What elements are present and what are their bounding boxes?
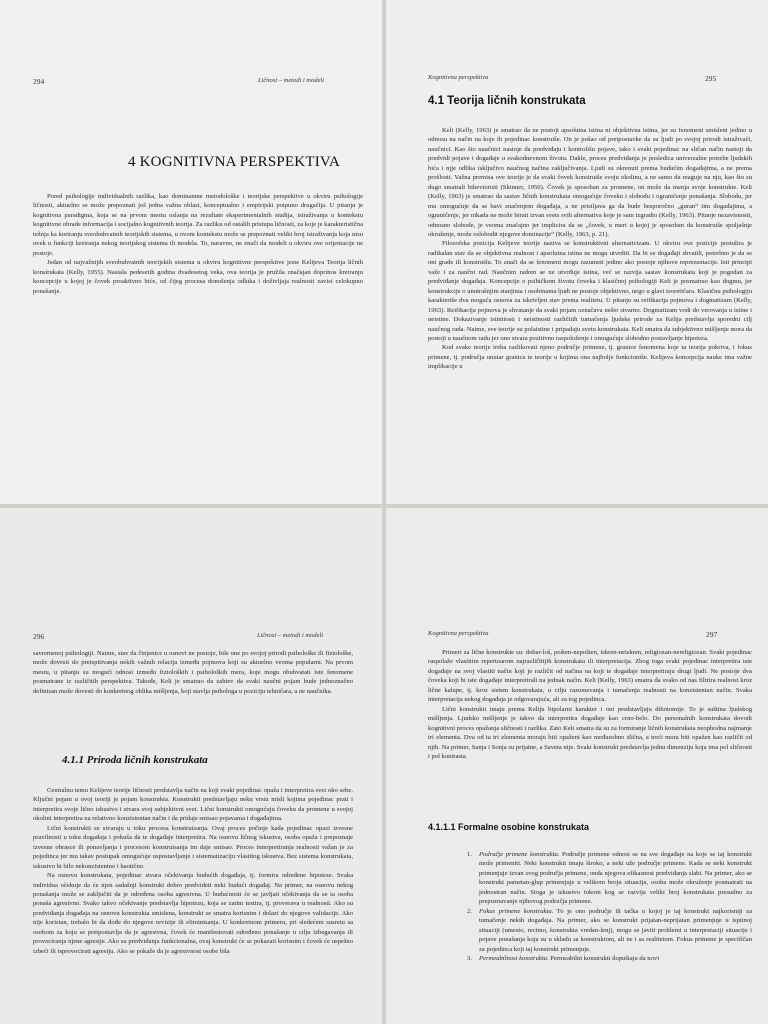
- subsubsection-title: 4.1.1.1 Formalne osobine konstrukata: [428, 822, 590, 832]
- formal-properties-list: [467, 850, 752, 963]
- list-text: Permeabilni konstrukti dopuštaju da novi: [548, 954, 660, 962]
- page-296: [0, 508, 382, 1024]
- page-number: 295: [705, 74, 717, 83]
- paragraph: Lični konstrukti imaju prema Keliju bipolarni karakter i oni predstavljaju dihotomije. To je suština ljudskog mišljenja. Ljudsko mišljenje je takvo da interpretira događaje kao crno-belo. Do personalnih konstrukata dovodi kognitivni proces opažanja sličnosti i razlika. Zato Keli smatra da su za formiranje ličnih konstrukata neophodna najmanje tri elementa. Dva od ta tri elementa moraju biti opaženi kao međusobno slična, a treći mora biti opažen kao različit od njih. Na primer, Sanja i Sonja su prijatne, a Saveta nije. Svaki konstrukt predstavlja jednu dimenziju koja ima pol sličnosti i pol kontrasta.: [428, 705, 752, 760]
- list-text: To je ono područje ili tačka u kojoj je taj konstrukt najkorisniji za tumačenje nekih događaja. Na primer, ako se konstrukt prijatan-neprijatan primenjuje u ispitnoj situaciji (umesto, recimo, konstrukta vredan-lenj), mogu se javiti problemi u interpretaciji situacije i pojave ponašanja koja su u skladu sa konstruktom, ali ne i sa realitetom. Fokus primene je specifičan za pojedinca koji taj konstrukt primenjuje.: [479, 907, 752, 953]
- paragraph: Na osnovu konstrukata, pojedinac stvara očekivanja budućih događaja, tj. formira određene hipoteze. Svaka individua očekuje da će njen sadašnji konstrukt dobro predvideti neki budući događaj. Na primer, na osnovu nekog ponašanja može se zaključiti da je određena osoba agresivna. U budućnosti će se javljati očekivanja da se ta osoba ponaša agresivno. Svako takvo očekivanje predstavlja hipotezu, koja se zatim testira, tj. proverava u realnosti. Ako su predviđanja događaja na osnovu konstrukta smislena, konstrukt se smatra korisnim i dolazi do njegove validacije. Ako nije koristan, trebalo bi da dođe do njegove revizije ili eliminisanja. U konkretnom primeru, pri sledećem susretu sa osobom za koju se pretpostavlja da je agresivna, čovek će manifestovati određeno ponašanje u cilju izbegavanja ili provociranja njene agresije. Ako su predviđanja funkcionalna, ovaj konstrukt će se pokazati korisnim i čovek će uspešno izbeći ili isprovocirati agresiju. Ako se pokaže da je agresivnost osobe bila: [33, 872, 353, 955]
- paragraph: savremenoj psihologiji. Naime, stav da činjenice u osnovi ne postoje, bile one po svojoj prirodi psihološke ili fiziološke, može dovesti do preispitivanja nekih važnih relacija između pojmova koji su aktuelno veoma popularni. Na prvom mestu, u pitanju su mogući odnosi između fizioloških i psiholoških mera, koje mogu obuhvatati iste fenomene posmatrane iz različitih perspektiva. Takođe, Keli je smatrao da zahtev da svaki naučni pojam bude jednoznačno definisan može dovesti do konkretnog oblika mišljenja, koji stavlja psihologa u poziciju tehničara, a ne naučnika.: [33, 650, 353, 695]
- body-text: [33, 786, 353, 956]
- chapter-title: 4 KOGNITIVNA PERSPEKTIVA: [128, 154, 341, 170]
- list-term: Permeabilnost konstrukta.: [479, 954, 549, 962]
- body-text: [33, 649, 353, 696]
- page-number: 297: [706, 630, 718, 639]
- list-term: Područje primene konstrukta.: [479, 851, 560, 858]
- list-number: 3.: [467, 954, 472, 962]
- paragraph: Primeri za lične konstrukte su: dobar-loš, pošten-nepošten, iskren-neiskren, religiozan-nereligiozan. Svaki pojedinac raspolaže vlastitim repertoarom najrazličitijih konstrukata ili interpretacija. Zbog toga svaki pojedinac interpretira iste događaje na svoj vlastiti način koji je različit od načina na koji te događaje interpretiraju drugi ljudi. Ne postoje dva čoveka koji bi iste događaje interpretirali na jednak način. Keli (Kelly, 1963) smatra da svako od nas filtrira realnost kroz lične kalupe, tj. kroz sistem konstrukata, u cilju razumevanja i tumačenja realnosti na konzistentan način. Svaka interpretacija nekog događaja je odgovarajuća, ali za tog pojedinca.: [428, 649, 752, 704]
- list-number: 2.: [467, 907, 472, 915]
- list-item: [467, 954, 752, 963]
- page-295: [386, 0, 768, 504]
- list-item: [467, 850, 752, 907]
- list-term: Fokus primene konstrukta.: [479, 907, 554, 915]
- running-head: Kognitivna perspektiva: [428, 630, 489, 637]
- body-text: [33, 192, 363, 296]
- paragraph: Pored psihologije individualnih razlika, kao dominantne metodološke i teorijske perspektive u okviru psihologije ličnosti, aktuelno se može prepoznati još jedna važna oblast, konceptualno i empirijski potpuno drugačija. U pitanju je kognitivna paradigma, koja se na prvom mestu oslanja na rezultate eksperimentalnih studija, istraživanja u kontekstu kognitivne obrade informacija i socijalno kognitivnih teorija. Za razliku od ostalih pristupa ličnosti, za koje je karakteristična težnja ka kreiranju sveobuhvatnih teorijskih sistema, u ovom kontekstu može se prepoznati veliki broj istraživanja koja nisu uvek u funkciji kreiranja nekog teorijskog sistema ili modela. To, naravno, ne znači da modeli u okviru ove orijentacije ne postoje.: [33, 193, 363, 257]
- paragraph: Centralnu temu Kelijeve teorije ličnosti predstavlja način na koji svaki pojedinac opaža i interpretira svet oko sebe. Ključni pojam u ovoj teoriji je pojam konstrukta. Konstrukti predstavljaju neku vrstu misli kojima pojedinac prati i interpretira svoje lično iskustvo i stvara svoj subjektivni svet. Lični konstrukti omogućuju čoveku da promene u svojoj okolini interpretira na relativno konzistentan način i da pridaje smisao pojavama i događajima.: [33, 787, 353, 823]
- page-number: 294: [33, 77, 45, 86]
- paragraph: Kod svake teorije treba razlikovati njeno područje primene, tj. granice fenomena koje ta teorija pokriva, i fokus primene, tj. područja unutar granica te teorije u kojima ona najbolje funkcioniše. Kelijeva koncepcija nauke ima važne implikacije u: [428, 344, 752, 371]
- section-title: 4.1 Teorija ličnih konstrukata: [428, 95, 586, 107]
- subsection-title: 4.1.1 Priroda ličnih konstrukata: [62, 754, 208, 766]
- list-text: Područje primene odnosi se na sve događaje na koje se taj konstrukt može primeniti. Neki konstrukti imaju široko, a neki uže područje primene. Kada se neki konstrukt primenjuje izvan svog područja primene, onda njegova efikasnost predviđanja slabi. Na primer, ako se konstrukt pametan-glup primenjuje u velikom broju situacija, osoba može okruženje posmatrati na jednostran način. Stoga je iskustvo tokom kog se razvija veliki broj konstrukata presudno za prepoznavanje njihovog područja primene.: [479, 851, 752, 906]
- list-item: [467, 907, 752, 954]
- body-text: [428, 126, 752, 372]
- paragraph: Lični konstrukti se stvaraju u toku procesa konstruisanja. Ovaj proces počinje kada pojedinac opazi izvesne pravilnosti u toku događaja i pokuša da te događaje interpretira. Na osnovu ličnog iskustva, osoba opaža i prepoznaje izvesne obrasce ili ponavljanja i procesom konstruisanja im daje smisao. Proces interpretiranja realnosti važan je za pojedinca jer mu takav postupak omogućuje uspostavljanje i sistematizaciju vlastitog iskustva. Bez sistema konstrukata, iskustvo bi bilo nekonzistentno i haotično.: [33, 824, 353, 870]
- running-head: Ličnost – metodi i modeli: [258, 77, 325, 84]
- page-294: [0, 0, 382, 504]
- paragraph: Jedan od najvažnijih sveobuhvatnih teorijskih sistema u okviru kognitivne perspektive jeste Kelijeva Teorija ličnih konstrukata (Kelly, 1955). Nastala pedesetih godina dvadesetog veka, ova teorija je pružila značajan doprinos kreiranju koncepcije u kojoj je čovek proaktivno biće, od čijeg procesa donošenja odluka i doživljaja realnosti zavisi celokupno ponašanje.: [33, 259, 363, 295]
- page-297: [386, 508, 768, 1024]
- paragraph: Keli (Kelly, 1963) je smatrao da ne postoji apsolutna istina ni objektivna istina, jer su fenomeni smisleni jedino u odnosu na način na koje ih pojedinac konstruiše. On je pošao od pretpostavke da su ljudi po svojoj prirodi istraživači, naučnici. Kao što naučnici nastoje da predviđaju i kontrolišu pojave, tako i svaki pojedinac na sličan način nastoji da predvidi pojave i događaje u svakodnevnom životu. Dakle, proces predviđanja je posledica univerzalne potrebe ljudskih bića i njje odlika isključivo naučnog načina zaključivanja. Ljudi su okrenuti prema budućim događajima, a ne prema prošlosti. Važna premisa ove teorije je da svaki čovek konstruiše svoju okolinu, a ne samo da reaguje na nju, kao što su dugo smatrali bihevioristi (Skinner, 1950). Čovek je sposoban za promene, on može da menja svoje konstrukte. Keli (Kelly, 1963) je smatrao da sastav ličnih konstrukata omogućuje čoveku i slobodu i ograničenje ponašanja. Slobodu, jer mu omogućuje da se bavi značenjem događaja, a ne prisiljava ga da bude besporočno „guran“ tim događajima, a ograničenje, jer nikada ne može birati izvan svets svih alternativa koje je sam izgradio (Kelly, 1963). Pitanje nezavisnosti, odnosno slobode, je veoma značajno jer implicira da se „čovek, u meri u kojoj je sposoban da konstruiše spoljašnje okruženje, može oslobodit njegove dominacije“ (Kelly, 1963, p. 21).: [428, 127, 752, 238]
- paragraph: Filozofska pozicija Kelijeve teorije naziva se konstruktivni alternativizam. U okviru ove pozicije postulira je radikalan stav da se objektivna realnost i apsolutna istina ne mogu utvrditi. Da bi se događaji shvatili, potrebno je da se oni grade ili konstruišu. To znači da se fenomeni mogu razumeti jedino ako postoje njihove reprezentacije. Isti principi važe i za naučni rad. Naučnim radom se ne utvrđuje istina, već se razvija sastav konstrukata koji je pogodan za predviđanje događaja. Koncepcije o psihičkom životu čoveka i klasičnoj psihologiji Keli je posmatrao kao dogmu, jer konstrukcije o unutrašnjim stanjima i osobinama ljudi ne postoje objektivno, nego u glavi teoretičara. Klasičnu psihologiju karakteriše dva moguća osnova za iskrivljen stav prema realitetu. U pitanju su reifikacija pojmova i dogmatizam (Kelly, 1963). Reifikacija pojmova je shvatanje da svaki pojam označava nešto stvarno. Dogmatizam vodi do verovanja u istine i neistine. Dokazivanje istinitosti i neistinosti različitih tumačenja ljudske prirode za Kelija predstavlja sporedni cilj naučnog rada. Naime, sve teorije su polaistine i pripadaju svetu konstrukata. Keli smatra da subjektivno mišljenje mora da postoji u naučnom radu jer ono stvara pozitivno raspoloženje i omogućuje slobodno postavljanje hipoteza.: [428, 240, 752, 342]
- list-number: 1.: [467, 851, 472, 858]
- running-head: Kognitivna perspektiva: [428, 74, 489, 81]
- page-number: 296: [33, 632, 45, 641]
- running-head: Ličnost – metodi i modeli: [257, 632, 324, 639]
- body-text: [428, 648, 752, 761]
